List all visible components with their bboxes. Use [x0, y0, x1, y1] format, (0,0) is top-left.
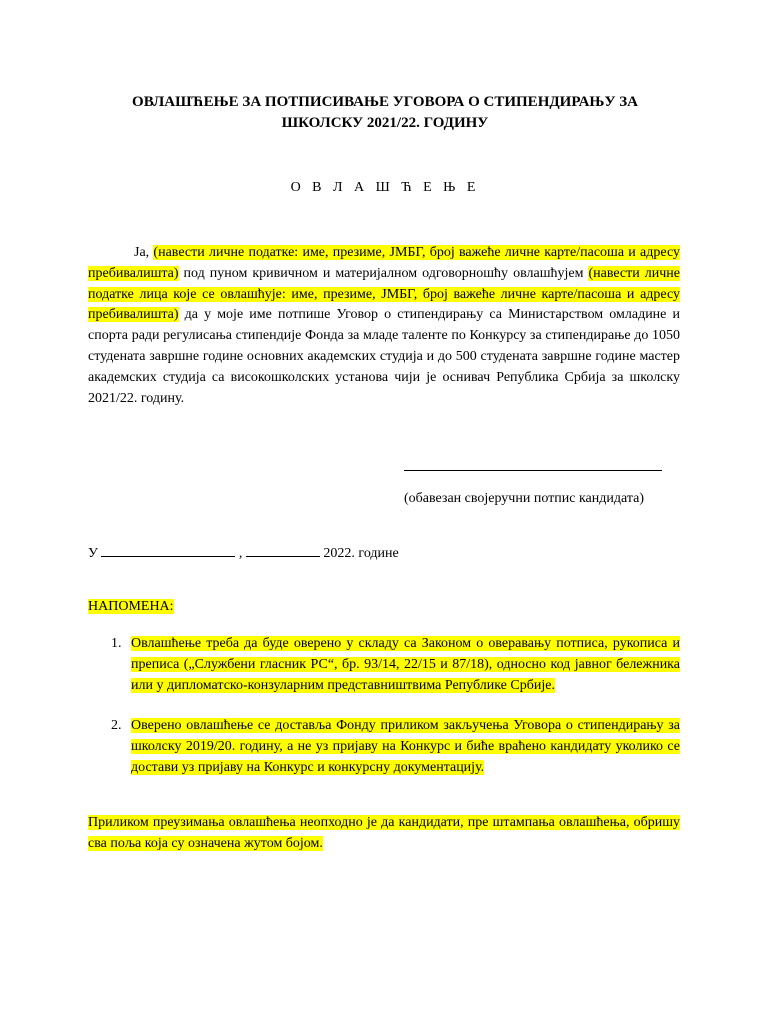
- place-separator: ,: [235, 546, 246, 561]
- body-text-2: под пуном кривичном и материјалном одговорношћу овлашћујем: [178, 265, 589, 281]
- body-text-3: да у моје име потпише Уговор о стипендирању са Министарством омладине и спорта ради регулисања стипендије Фонда за младе таленте по Конкурсу за стипендирање до 1050 студената завршне године основних академских студија и до 500 студената завршне године мастер академских студија са високошколских установа чији је оснивач Република Србија за школску 2021/22. годину.: [88, 307, 680, 406]
- note-heading: [88, 599, 174, 615]
- notes-list: [88, 634, 680, 799]
- signature-line: [404, 470, 662, 471]
- body-text-1: Ја,: [134, 245, 154, 260]
- date-suffix: 2022. године: [319, 546, 399, 561]
- authorization-body: [88, 243, 680, 409]
- note-item: [88, 634, 680, 696]
- document-title: [90, 92, 680, 134]
- note-text: Овлашћење треба да буде оверено у складу са Законом о оверавању потписа, рукописа и преписа („Службени гласник РС“, бр. 93/14, 22/15 и 87/18), односно код јавног бележника или у дипломатско-конзуларним представништвима Републике Србије.: [131, 636, 680, 693]
- signature-caption: (обавезан својеручни потпис кандидата): [404, 491, 644, 506]
- place-date-line: [88, 545, 399, 562]
- highlight-grantee-details: (навести личне податке лица које се овлашћује: име, презиме, ЈМБГ, број важеће личне карте/пасоша и адресу пребивалишта): [88, 265, 680, 323]
- note-number: 1.: [111, 636, 122, 651]
- date-blank: [246, 545, 320, 557]
- note-heading-text: НАПОМЕНА:: [88, 599, 174, 614]
- authorization-heading: О В Л А Ш Ћ Е Њ Е: [290, 180, 480, 195]
- place-prefix: У: [88, 546, 102, 561]
- place-blank: [101, 545, 235, 557]
- note-text: Оверено овлашћење се доставља Фонду приликом закључења Уговора о стипендирању за школску 2019/20. годину, а не уз пријаву на Конкурс и биће враћено кандидату уколико се достави уз пријаву на Конкурс и конкурсну документацију.: [131, 718, 680, 775]
- closing-text: Приликом преузимања овлашћења неопходно је да кандидати, пре штампања овлашћења, обришу сва поља која су означена жутом бојом.: [88, 815, 680, 851]
- note-item: [88, 716, 680, 778]
- closing-instruction: [88, 813, 680, 855]
- note-number: 2.: [111, 718, 122, 734]
- title-line-2: ШКОЛСКУ 2021/22. ГОДИНУ: [281, 115, 489, 131]
- highlight-grantor-details: (навести личне податке: име, презиме, ЈМБГ, број важеће личне карте/пасоша и адресу пребивалишта): [88, 245, 680, 281]
- title-line-1: ОВЛАШЋЕЊЕ ЗА ПОТПИСИВАЊЕ УГОВОРА О СТИПЕНДИРАЊУ ЗА: [132, 94, 638, 110]
